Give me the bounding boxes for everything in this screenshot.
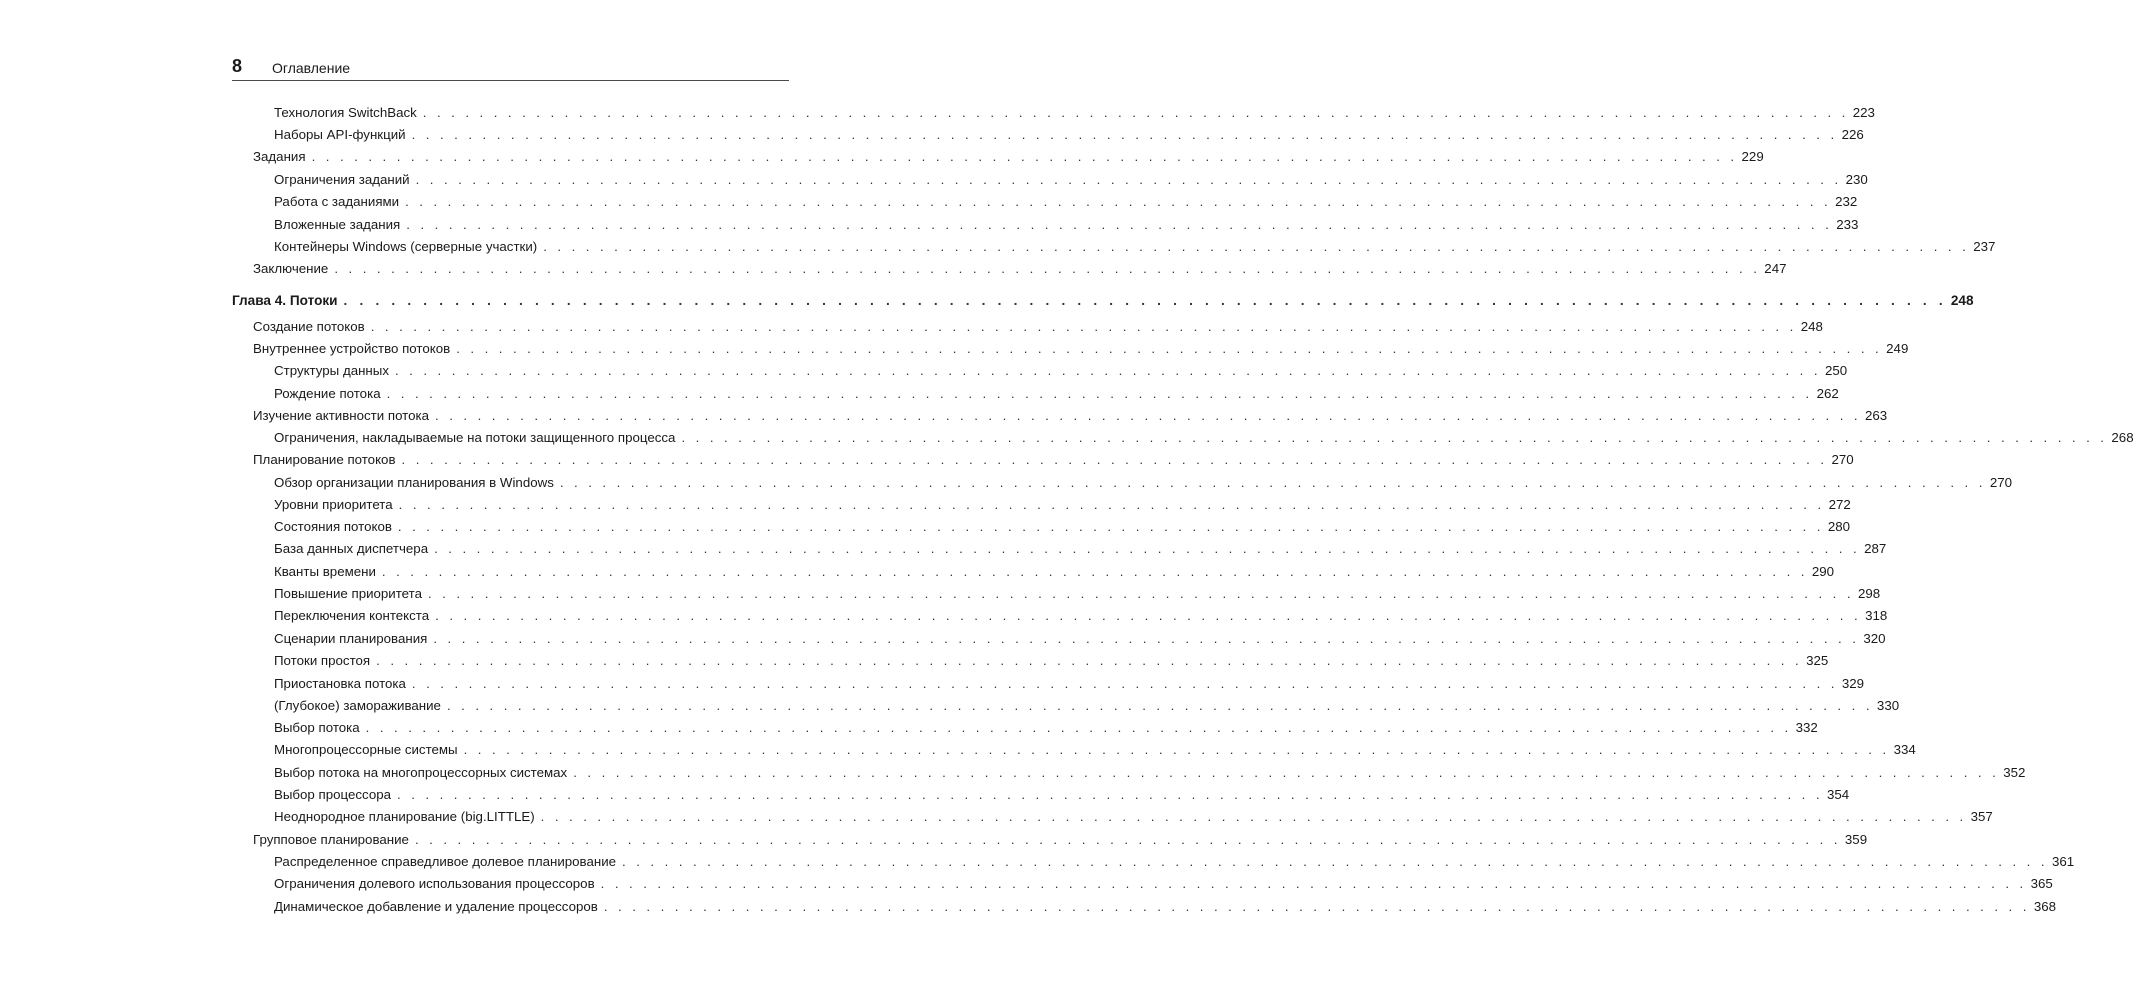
toc-chapter-page: 248 xyxy=(1950,293,1974,308)
toc-entry-title: (Глубокое) замораживание xyxy=(274,698,441,713)
toc-entry-page: 247 xyxy=(1764,261,1787,276)
toc-leader-dots: . . . . . . . . . . . . . . . . . . . . . . . . . . . . . . . . . . . . . . . . . . . . . . . . . . . . . . . . . . . . . . . . . . . . . . . . . . . . . . . . . . . . . . . . . . . . . . . . . . . . . xyxy=(381,564,1808,579)
toc-entry[interactable] xyxy=(274,698,1900,714)
toc-entry-page: 298 xyxy=(1857,586,1881,601)
toc-entry-title: Групповое планирование xyxy=(253,832,409,847)
toc-entry[interactable] xyxy=(253,341,1909,357)
toc-entry-page: 332 xyxy=(1795,720,1818,735)
toc-entry[interactable] xyxy=(253,261,1787,277)
toc-entry[interactable] xyxy=(274,899,2056,915)
toc-entry-title: Состояния потоков xyxy=(274,519,392,534)
toc-entry-page: 325 xyxy=(1806,653,1829,668)
toc-entry[interactable] xyxy=(274,194,1858,210)
toc-entry-page: 361 xyxy=(2051,854,2075,869)
toc-leader-dots: . . . . . . . . . . . . . . . . . . . . . . . . . . . . . . . . . . . . . . . . . . . . . . . . . . . . . . . . . . . . . . . . . . . . . . . . . . . . . . . . . . . . . . . . . . . . . . . . . . . . . xyxy=(401,452,1828,467)
toc-leader-dots: . . . . . . . . . . . . . . . . . . . . . . . . . . . . . . . . . . . . . . . . . . . . . . . . . . . . . . . . . . . . . . . . . . . . . . . . . . . . . . . . . . . . . . . . . . . . . . . . . . . . . xyxy=(376,653,1803,668)
toc-entry[interactable] xyxy=(274,541,1887,557)
toc-entry-title: Выбор потока xyxy=(274,720,360,735)
toc-entry-page: 250 xyxy=(1824,363,1848,378)
toc-entry-page: 232 xyxy=(1835,194,1858,209)
toc-entry[interactable] xyxy=(274,127,1864,143)
toc-entry-title: Задания xyxy=(253,149,306,164)
toc-entry-title: Вложенные задания xyxy=(274,217,401,232)
toc-entry[interactable] xyxy=(274,608,1888,624)
toc-entry-title: Сценарии планирования xyxy=(274,631,428,646)
toc-entry[interactable] xyxy=(274,105,1875,121)
toc-entry[interactable] xyxy=(274,854,2075,870)
toc-leader-dots: . . . . . . . . . . . . . . . . . . . . . . . . . . . . . . . . . . . . . . . . . . . . . . . . . . . . . . . . . . . . . . . . . . . . . . . . . . . . . . . . . . . . . . . . . . . . . . . . . . . . . xyxy=(435,408,1861,423)
toc-entry-page: 280 xyxy=(1827,519,1851,534)
toc-entry-page: 359 xyxy=(1844,832,1868,847)
toc-entry-page: 248 xyxy=(1800,319,1823,334)
toc-leader-dots: . . . . . . . . . . . . . . . . . . . . . . . . . . . . . . . . . . . . . . . . . . . . . . . . . . . . . . . . . . . . . . . . . . . . . . . . . . . . . . . . . . . . . . . . . . . . . . . . . . . . . xyxy=(456,341,1883,356)
toc-entry-title: Контейнеры Windows (серверные участки) xyxy=(274,239,538,254)
toc-entry-title: Приостановка потока xyxy=(274,676,406,691)
toc-leader-dots: . . . . . . . . . . . . . . . . . . . . . . . . . . . . . . . . . . . . . . . . . . . . . . . . . . . . . . . . . . . . . . . . . . . . . . . . . . . . . . . . . . . . . . . . . . . . . . . . . . . . . xyxy=(394,363,1821,378)
toc-entry[interactable] xyxy=(274,172,1868,188)
toc-entry-title: Рождение потока xyxy=(274,386,381,401)
toc-entry-title: Неоднородное планирование (big.LITTLE) xyxy=(274,809,535,824)
page-number: 8 xyxy=(232,56,243,76)
toc-entry[interactable] xyxy=(274,742,1916,758)
toc-leader-dots: . . . . . . . . . . . . . . . . . . . . . . . . . . . . . . . . . . . . . . . . . . . . . . . . . . . . . . . . . . . . . . . . . . . . . . . . . . . . . . . . . . . . . . . . . . . . . . . . . . . . . xyxy=(435,608,1862,623)
toc-entry-title: Распределенное справедливое долевое планирование xyxy=(274,854,617,869)
toc-leader-dots: . . . . . . . . . . . . . . . . . . . . . . . . . . . . . . . . . . . . . . . . . . . . . . . . . . . . . . . . . . . . . . . . . . . . . . . . . . . . . . . . . . . . . . . . . . . . . . . . . . . . . xyxy=(398,497,1825,512)
toc-entry-title: Работа с заданиями xyxy=(274,194,400,209)
toc-entry[interactable] xyxy=(274,676,1865,692)
toc-entry-title: Выбор потока на многопроцессорных системах xyxy=(274,765,568,780)
toc-leader-dots: . . . . . . . . . . . . . . . . . . . . . . . . . . . . . . . . . . . . . . . . . . . . . . . . . . . . . . . . . . . . . . . . . . . . . . . . . . . . . . . . . . . . . . . . . . . . . . . . . . . . . xyxy=(411,676,1838,691)
toc-entry-page: 249 xyxy=(1886,341,1909,356)
toc-entry-page: 287 xyxy=(1864,541,1887,556)
toc-entry-title: База данных диспетчера xyxy=(274,541,429,556)
toc-entry-page: 237 xyxy=(1973,239,1996,254)
toc-leader-dots: . . . . . . . . . . . . . . . . . . . . . . . . . . . . . . . . . . . . . . . . . . . . . . . . . . . . . . . . . . . . . . . . . . . . . . . . . . . . . . . . . . . . . . . . . . . . . . . . . . . . . xyxy=(446,698,1873,713)
toc-leader-dots: . . . . . . . . . . . . . . . . . . . . . . . . . . . . . . . . . . . . . . . . . . . . . . . . . . . . . . . . . . . . . . . . . . . . . . . . . . . . . . . . . . . . . . . . . . . . . . . . . . . . . xyxy=(622,854,2048,869)
toc-entry[interactable] xyxy=(274,876,2053,892)
toc-entry-title: Кванты времени xyxy=(274,564,376,579)
toc-entry-page: 357 xyxy=(1970,809,1993,824)
toc-leader-dots: . . . . . . . . . . . . . . . . . . . . . . . . . . . . . . . . . . . . . . . . . . . . . . . . . . . . . . . . . . . . . . . . . . . . . . . . . . . . . . . . . . . . . . . . . . . . . . . . . . . . . xyxy=(433,631,1860,646)
toc-leader-dots: . . . . . . . . . . . . . . . . . . . . . . . . . . . . . . . . . . . . . . . . . . . . . . . . . . . . . . . . . . . . . . . . . . . . . . . . . . . . . . . . . . . . . . . . . . . . . . . . . . . . . xyxy=(415,172,1842,187)
toc-entry-page: 223 xyxy=(1852,105,1875,120)
toc-entry-page: 330 xyxy=(1876,698,1900,713)
toc-leader-dots: . . . . . . . . . . . . . . . . . . . . . . . . . . . . . . . . . . . . . . . . . . . . . . . . . . . . . . . . . . . . . . . . . . . . . . . . . . . . . . . . . . . . . . . . . . . . . . . . . . . . . xyxy=(334,261,1761,276)
toc-entry-page: 270 xyxy=(1989,475,2013,490)
toc-leader-dots: . . . . . . . . . . . . . . . . . . . . . . . . . . . . . . . . . . . . . . . . . . . . . . . . . . . . . . . . . . . . . . . . . . . . . . . . . . . . . . . . . . . . . . . . . . . . . . . . . . . . . xyxy=(343,293,1947,308)
toc-entry[interactable] xyxy=(253,319,1823,335)
toc-leader-dots: . . . . . . . . . . . . . . . . . . . . . . . . . . . . . . . . . . . . . . . . . . . . . . . . . . . . . . . . . . . . . . . . . . . . . . . . . . . . . . . . . . . . . . . . . . . . . . . . . . . . . xyxy=(386,386,1813,401)
toc-leader-dots: . . . . . . . . . . . . . . . . . . . . . . . . . . . . . . . . . . . . . . . . . . . . . . . . . . . . . . . . . . . . . . . . . . . . . . . . . . . . . . . . . . . . . . . . . . . . . . . . . . . . . xyxy=(406,217,1833,232)
toc-entry-title: Динамическое добавление и удаление процессоров xyxy=(274,899,598,914)
toc-entry-title: Изучение активности потока xyxy=(253,408,430,423)
toc-entry-page: 230 xyxy=(1845,172,1868,187)
toc-entry-title: Планирование потоков xyxy=(253,452,396,467)
toc-entry-title: Заключение xyxy=(253,261,329,276)
toc-entry-page: 320 xyxy=(1863,631,1886,646)
toc-leader-dots: . . . . . . . . . . . . . . . . . . . . . . . . . . . . . . . . . . . . . . . . . . . . . . . . . . . . . . . . . . . . . . . . . . . . . . . . . . . . . . . . . . . . . . . . . . . . . . . . . . . . . xyxy=(370,319,1797,334)
toc-entry-page: 262 xyxy=(1816,386,1839,401)
toc-entry[interactable] xyxy=(253,452,1854,468)
toc-entry-title: Ограничения заданий xyxy=(274,172,410,187)
toc-leader-dots: . . . . . . . . . . . . . . . . . . . . . . . . . . . . . . . . . . . . . . . . . . . . . . . . . . . . . . . . . . . . . . . . . . . . . . . . . . . . . . . . . . . . . . . . . . . . . . . . . . . . . xyxy=(681,430,2108,445)
toc-entry[interactable] xyxy=(274,430,2134,446)
toc-entry-page: 233 xyxy=(1836,217,1859,232)
toc-entry-page: 290 xyxy=(1811,564,1835,579)
toc-entry[interactable] xyxy=(274,239,1996,255)
toc-entry-page: 226 xyxy=(1841,127,1864,142)
running-head: Оглавление xyxy=(272,60,351,76)
toc-entry[interactable] xyxy=(274,519,1851,535)
toc-entry-title: Многопроцессорные системы xyxy=(274,742,458,757)
toc-entry-page: 368 xyxy=(2033,899,2056,914)
toc-leader-dots: . . . . . . . . . . . . . . . . . . . . . . . . . . . . . . . . . . . . . . . . . . . . . . . . . . . . . . . . . . . . . . . . . . . . . . . . . . . . . . . . . . . . . . . . . . . . . . . . . . . . . xyxy=(573,765,2000,780)
toc-entry[interactable] xyxy=(274,653,1829,669)
toc-chapter-title: Глава 4. Потоки xyxy=(232,293,338,308)
toc-leader-dots: . . . . . . . . . . . . . . . . . . . . . . . . . . . . . . . . . . . . . . . . . . . . . . . . . . . . . . . . . . . . . . . . . . . . . . . . . . . . . . . . . . . . . . . . . . . . . . . . . . . . . xyxy=(422,105,1849,120)
toc-entry[interactable] xyxy=(253,408,1888,424)
toc-entry[interactable] xyxy=(274,497,1851,513)
toc-entry[interactable] xyxy=(274,720,1818,736)
toc-entry-page: 272 xyxy=(1828,497,1851,512)
toc-chapter-entry[interactable] xyxy=(232,293,1974,309)
toc-entry[interactable] xyxy=(253,832,1868,848)
toc-entry[interactable] xyxy=(274,809,1993,825)
toc-entry-page: 270 xyxy=(1831,452,1854,467)
toc-entry-page: 334 xyxy=(1893,742,1916,757)
toc-entry-title: Ограничения, накладываемые на потоки защищенного процесса xyxy=(274,430,676,445)
toc-leader-dots: . . . . . . . . . . . . . . . . . . . . . . . . . . . . . . . . . . . . . . . . . . . . . . . . . . . . . . . . . . . . . . . . . . . . . . . . . . . . . . . . . . . . . . . . . . . . . . . . . . . . . xyxy=(311,149,1738,164)
toc-leader-dots: . . . . . . . . . . . . . . . . . . . . . . . . . . . . . . . . . . . . . . . . . . . . . . . . . . . . . . . . . . . . . . . . . . . . . . . . . . . . . . . . . . . . . . . . . . . . . . . . . . . . . xyxy=(411,127,1838,142)
toc-entry-title: Технология SwitchBack xyxy=(274,105,417,120)
toc-entry[interactable] xyxy=(274,787,1850,803)
toc-leader-dots: . . . . . . . . . . . . . . . . . . . . . . . . . . . . . . . . . . . . . . . . . . . . . . . . . . . . . . . . . . . . . . . . . . . . . . . . . . . . . . . . . . . . . . . . . . . . . . . . . . . . . xyxy=(559,475,1986,490)
toc-entry-page: 354 xyxy=(1826,787,1850,802)
toc-entry[interactable] xyxy=(274,363,1848,379)
toc-entry-title: Структуры данных xyxy=(274,363,389,378)
toc-leader-dots: . . . . . . . . . . . . . . . . . . . . . . . . . . . . . . . . . . . . . . . . . . . . . . . . . . . . . . . . . . . . . . . . . . . . . . . . . . . . . . . . . . . . . . . . . . . . . . . . . . . . . xyxy=(414,832,1841,847)
toc-entry-title: Обзор организации планирования в Windows xyxy=(274,475,554,490)
toc-entry[interactable] xyxy=(274,586,1881,602)
toc-entry-title: Ограничения долевого использования процессоров xyxy=(274,876,595,891)
toc-entry-page: 352 xyxy=(2003,765,2026,780)
toc-entry[interactable] xyxy=(274,475,2013,491)
toc-leader-dots: . . . . . . . . . . . . . . . . . . . . . . . . . . . . . . . . . . . . . . . . . . . . . . . . . . . . . . . . . . . . . . . . . . . . . . . . . . . . . . . . . . . . . . . . . . . . . . . . . . . . . xyxy=(603,899,2030,914)
toc-entry-title: Уровни приоритета xyxy=(274,497,393,512)
toc-entry[interactable] xyxy=(274,765,2026,781)
toc-entry-page: 329 xyxy=(1841,676,1865,691)
toc-entry[interactable] xyxy=(274,631,1886,647)
toc-leader-dots: . . . . . . . . . . . . . . . . . . . . . . . . . . . . . . . . . . . . . . . . . . . . . . . . . . . . . . . . . . . . . . . . . . . . . . . . . . . . . . . . . . . . . . . . . . . . . . . . . . . . . xyxy=(397,787,1823,802)
toc-leader-dots: . . . . . . . . . . . . . . . . . . . . . . . . . . . . . . . . . . . . . . . . . . . . . . . . . . . . . . . . . . . . . . . . . . . . . . . . . . . . . . . . . . . . . . . . . . . . . . . . . . . . . xyxy=(405,194,1832,209)
toc-entry-title: Выбор процессора xyxy=(274,787,392,802)
toc-entry-title: Потоки простоя xyxy=(274,653,371,668)
toc-entry-title: Наборы API-функций xyxy=(274,127,406,142)
toc-entry[interactable] xyxy=(274,564,1835,580)
toc-entry[interactable] xyxy=(274,217,1859,233)
toc-leader-dots: . . . . . . . . . . . . . . . . . . . . . . . . . . . . . . . . . . . . . . . . . . . . . . . . . . . . . . . . . . . . . . . . . . . . . . . . . . . . . . . . . . . . . . . . . . . . . . . . . . . . . xyxy=(543,239,1970,254)
toc-entry[interactable] xyxy=(253,149,1764,165)
toc-entry-page: 365 xyxy=(2030,876,2053,891)
toc-entry-title: Внутреннее устройство потоков xyxy=(253,341,451,356)
toc-entry-title: Повышение приоритета xyxy=(274,586,422,601)
toc-leader-dots: . . . . . . . . . . . . . . . . . . . . . . . . . . . . . . . . . . . . . . . . . . . . . . . . . . . . . . . . . . . . . . . . . . . . . . . . . . . . . . . . . . . . . . . . . . . . . . . . . . . . . xyxy=(600,876,2027,891)
toc-leader-dots: . . . . . . . . . . . . . . . . . . . . . . . . . . . . . . . . . . . . . . . . . . . . . . . . . . . . . . . . . . . . . . . . . . . . . . . . . . . . . . . . . . . . . . . . . . . . . . . . . . . . . xyxy=(463,742,1890,757)
toc-leader-dots: . . . . . . . . . . . . . . . . . . . . . . . . . . . . . . . . . . . . . . . . . . . . . . . . . . . . . . . . . . . . . . . . . . . . . . . . . . . . . . . . . . . . . . . . . . . . . . . . . . . . . xyxy=(397,519,1824,534)
toc-entry-title: Переключения контекста xyxy=(274,608,430,623)
toc-entry-page: 268 xyxy=(2111,430,2134,445)
toc-leader-dots: . . . . . . . . . . . . . . . . . . . . . . . . . . . . . . . . . . . . . . . . . . . . . . . . . . . . . . . . . . . . . . . . . . . . . . . . . . . . . . . . . . . . . . . . . . . . . . . . . . . . . xyxy=(434,541,1861,556)
toc-leader-dots: . . . . . . . . . . . . . . . . . . . . . . . . . . . . . . . . . . . . . . . . . . . . . . . . . . . . . . . . . . . . . . . . . . . . . . . . . . . . . . . . . . . . . . . . . . . . . . . . . . . . . xyxy=(427,586,1854,601)
toc-leader-dots: . . . . . . . . . . . . . . . . . . . . . . . . . . . . . . . . . . . . . . . . . . . . . . . . . . . . . . . . . . . . . . . . . . . . . . . . . . . . . . . . . . . . . . . . . . . . . . . . . . . . . xyxy=(365,720,1792,735)
toc-leader-dots: . . . . . . . . . . . . . . . . . . . . . . . . . . . . . . . . . . . . . . . . . . . . . . . . . . . . . . . . . . . . . . . . . . . . . . . . . . . . . . . . . . . . . . . . . . . . . . . . . . . . . xyxy=(540,809,1967,824)
toc-entry-page: 318 xyxy=(1865,608,1888,623)
toc-entry-page: 263 xyxy=(1865,408,1888,423)
toc-entry-title: Создание потоков xyxy=(253,319,365,334)
toc-entry-page: 229 xyxy=(1741,149,1764,164)
toc-entry[interactable] xyxy=(274,386,1839,402)
